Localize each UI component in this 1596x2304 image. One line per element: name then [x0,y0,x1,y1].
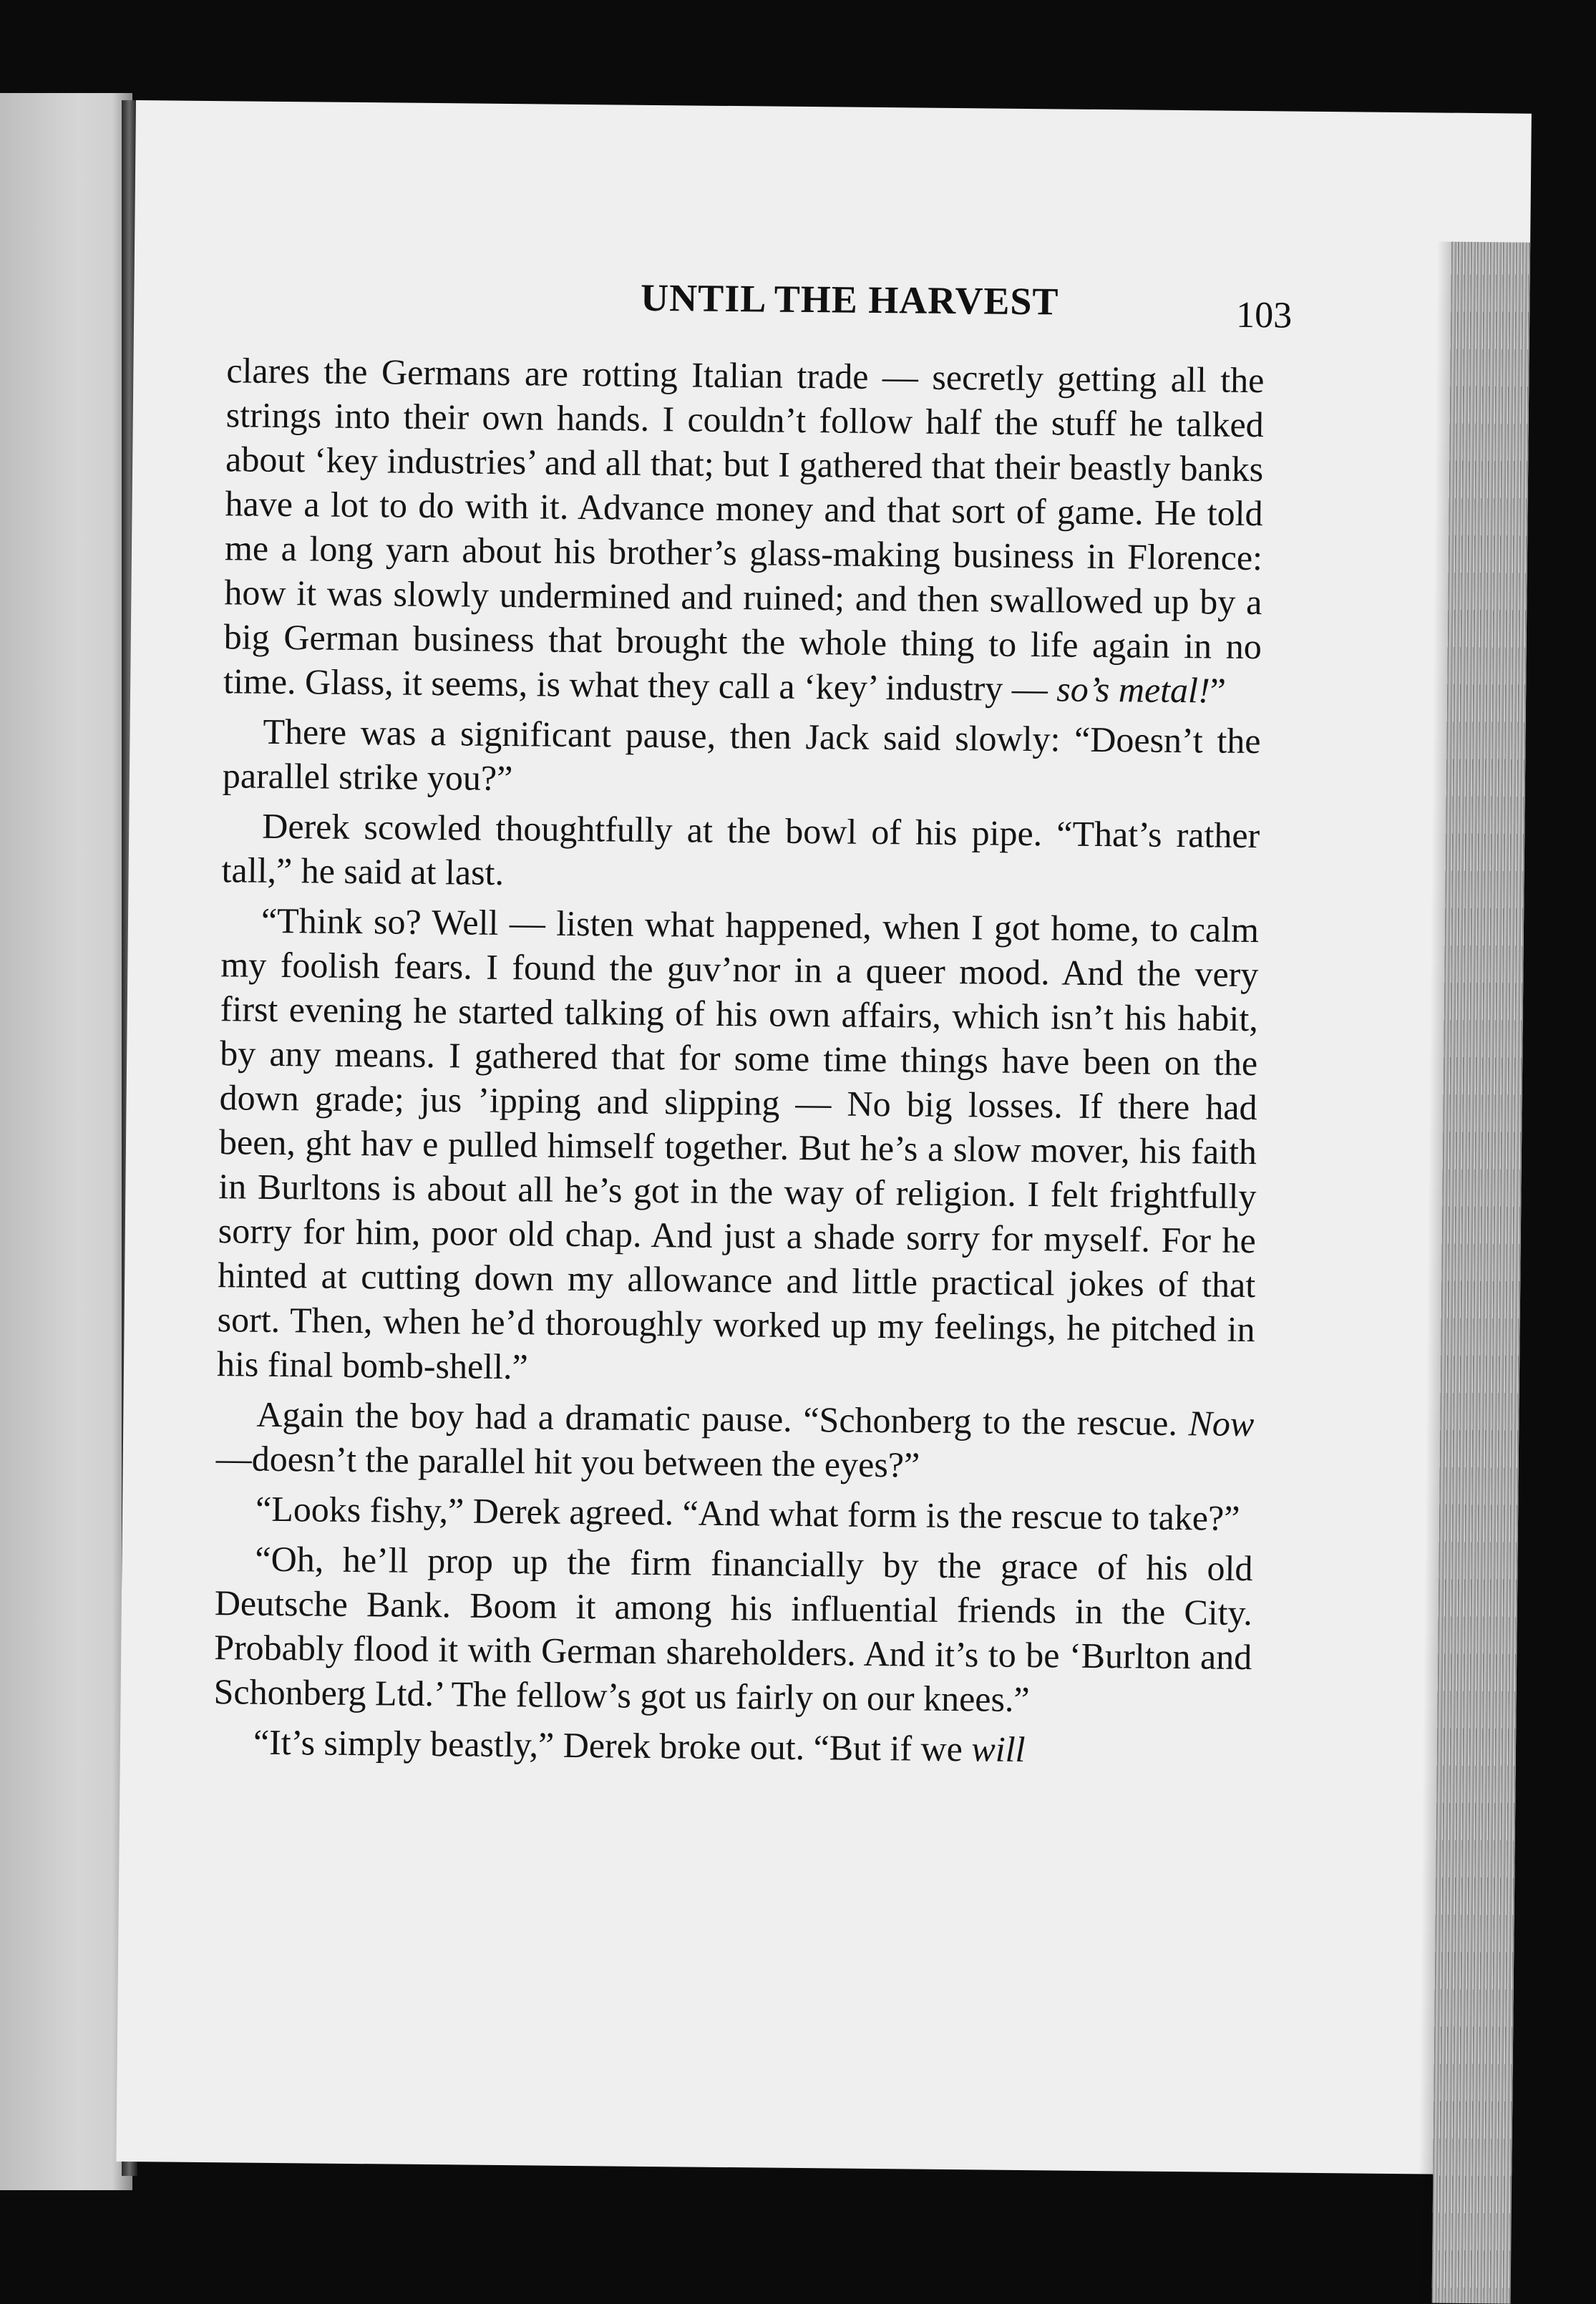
paragraph-text: There was a significant pause, then Jack said slowly: “Doesn’t the parallel strike you?” [222,711,1261,799]
paragraph [221,803,1260,902]
running-title: UNTIL THE HARVEST [640,276,1059,324]
paragraph [223,709,1261,807]
emphasis-text: Now [1188,1403,1255,1444]
paragraph [223,348,1265,713]
paragraph-text: Derek scowled thoughtfully at the bowl of his pipe. “That’s rather tall,” he said at last. [221,805,1260,893]
emphasis-text: so’s metal! [1056,669,1210,711]
paragraph [213,1536,1252,1724]
paragraph-text: “It’s simply beastly,” Derek broke out. “But if we [253,1721,972,1769]
facing-page-edge [0,93,132,2190]
body-text [213,348,1265,1774]
paragraph [217,898,1259,1396]
paragraph [215,1391,1254,1490]
book-page [116,100,1532,2175]
paragraph-text-end: ” [1210,670,1227,711]
paragraph-text-end: —doesn’t the parallel hit you between the eyes?” [215,1438,920,1485]
paragraph-text: “Looks fishy,” Derek agreed. “And what form is the rescue to take?” [255,1488,1240,1538]
paragraph-text: Again the boy had a dramatic pause. “Schonberg to the rescue. [256,1394,1189,1444]
emphasis-text: will [971,1729,1026,1770]
paragraph [213,1719,1252,1774]
paragraph-text: clares the Germans are rotting Italian trade — secretly getting all the strings into their own hands. I couldn’t follow half the stuff he talked about ‘key industries’ and all that; but I gathered that their beastly banks have a lot to do with it. Advance money and that sort of game. He told me a long yarn about his brother’s glass-making business in Florence: how it was slowly undermined and ruined; and then swallowed up by a big German business that brought the whole thing to life again in no time. Glass, it seems, is what they call a ‘key’ industry — [223,350,1265,709]
paragraph-text: “Oh, he’ll prop up the firm financially by the grace of his old Deutsche Bank. Boom it among his influential friends in the City. Probably flood it with German shareholders. And it’s to be ‘Burlton and Schonberg Ltd.’ The fellow’s got us fairly on our knees.” [213,1538,1253,1720]
paragraph-text: “Think so? Well — listen what happened, when I got home, to calm my foolish fears. I found the guv’nor in a queer mood. And the very first evening he started talking of his own affairs, which isn’t his habit, by any means. I gathered that for some time things have been on the down grade; jus ’ipping and slipping — No big losses. If there had been, ght hav e pulled himself together. But he’s a slow mover, his faith in Burltons is about all he’s got in the way of religion. I felt frightfully sorry for him, poor old chap. And just a shade sorry for myself. For he hinted at cutting down my allowance and little practical jokes of that sort. Then, when he’d thoroughly worked up my feelings, he pitched in his final bomb-shell.” [216,900,1260,1387]
paragraph [215,1486,1254,1540]
page-number: 103 [1235,294,1293,336]
